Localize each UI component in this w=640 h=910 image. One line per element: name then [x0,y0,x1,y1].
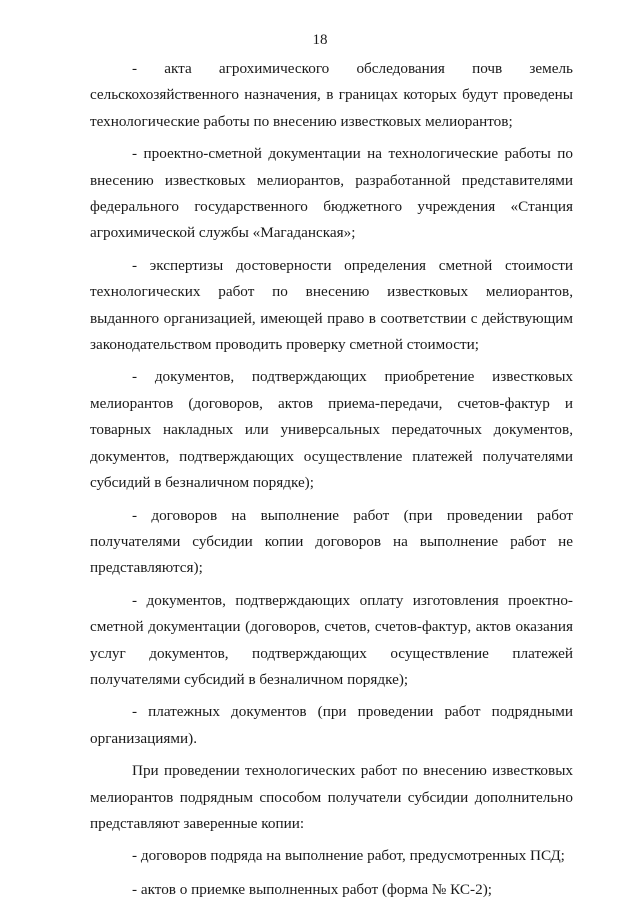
paragraph-work-contracts: - договоров на выполнение работ (при проведении работ получателями субсидии копии договоров на выполнение работ не представляются); [90,506,573,577]
paragraph-payment-confirmation-documents: - документов, подтверждающих оплату изготовления проектно-сметной документации (договоров, счетов, счетов-фактур, актов оказания услуг документов, подтверждающих осуществление платежей получателями субсидий в безналичном порядке); [90,591,573,688]
paragraph-estimate-expertise: - экспертизы достоверности определения сметной стоимости технологических работ по внесению известковых мелиорантов, выданного организацией, имеющей право в соответствии с действующим законодательством проводить проверку сметной стоимости; [90,256,573,354]
document-body [90,56,573,910]
paragraph-contractor-method-intro: При проведении технологических работ по внесению известковых мелиорантов подрядным способом получатели субсидии дополнительно представляют заверенные копии: [90,762,573,832]
page-number: 18 [312,32,328,48]
paragraph-payment-documents: - платежных документов (при проведении работ подрядными организациями). [90,703,573,747]
paragraph-agrochemical-survey-act: - акта агрохимического обследования почв земель сельскохозяйственного назначения, в границах которых будут проведены технологические работы по внесению известковых мелиорантов; [90,60,573,130]
paragraph-contract-agreements: - договоров подряда на выполнение работ, предусмотренных ПСД; [132,847,565,865]
paragraph-purchase-documents: - документов, подтверждающих приобретение известковых мелиорантов (договоров, актов приема-передачи, счетов-фактур и товарных накладных или универсальных передаточных документов, документов, подтверждающих осуществление платежей получателями субсидий в безналичном порядке); [90,368,573,492]
paragraph-design-estimate-documentation: - проектно-сметной документации на технологические работы по внесению известковых мелиорантов, разработанной представителями федерального государственного бюджетного учреждения «Станция агрохимической службы «Магаданская»; [90,145,573,242]
paragraph-acceptance-acts: - актов о приемке выполненных работ (форма № КС-2); [132,880,492,898]
